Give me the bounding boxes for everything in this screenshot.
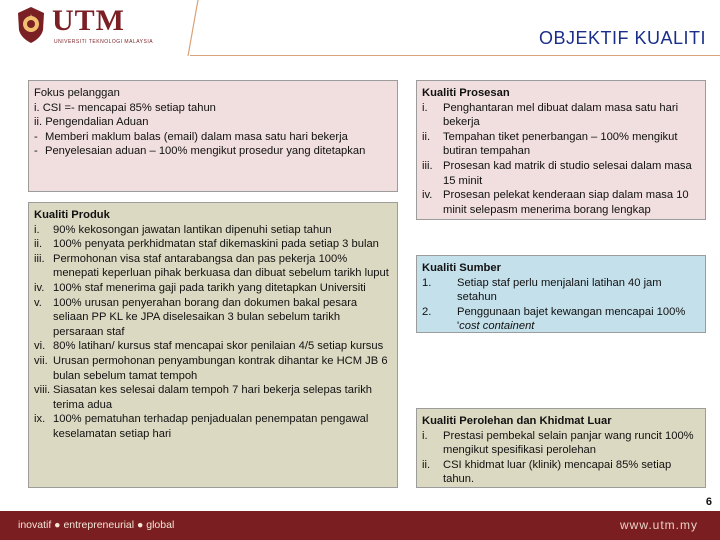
list-item: ii. CSI khidmat luar (klinik) mencapai 85% setiap tahun. (422, 458, 672, 486)
kualiti-prosesan-box (416, 80, 706, 220)
kualiti-perolehan-box (416, 408, 706, 488)
list-item: ix. 100% pematuhan terhadap penjadualan penempatan pengawal keselamatan setiap hari (34, 413, 369, 440)
list-item: i. Penghantaran mel dibuat dalam masa satu hari bekerja (422, 101, 679, 129)
list-item: ii. Tempahan tiket penerbangan – 100% mengikut butiran tempahan (422, 130, 678, 158)
list-item: iv. 100% staf menerima gaji pada tarikh yang ditetapkan Universiti (34, 281, 366, 294)
footer-url-link[interactable]: www.utm.my (619, 518, 698, 532)
fokus-item-aduan: ii. Pengendalian Aduan (34, 116, 149, 129)
fokus-heading: Fokus pelanggan (34, 87, 120, 99)
fokus-pelanggan-box (28, 80, 398, 192)
list-item: viii. Siasatan kes selesai dalam tempoh 7 hari bekerja selepas tarikh terima adua (34, 384, 373, 411)
sumber-heading: Kualiti Sumber (422, 262, 501, 274)
footer-tagline: inovatif ● entrepreneurial ● global (18, 519, 175, 531)
fokus-sub-item: - Penyelesaian aduan – 100% mengikut prosedur yang ditetapkan (34, 145, 366, 158)
list-item: v. 100% urusan penyerahan borang dan dokumen bakal pesara seliaan PP KL ke JPA diselesaikan 3 bulan sebelum tarikh persaraan staf (34, 296, 358, 338)
list-item: iii. Prosesan kad matrik di studio selesai dalam masa 15 minit (422, 159, 692, 187)
produk-heading: Kualiti Produk (34, 209, 110, 221)
list-item: iii. Permohonan visa staf antarabangsa dan pas pekerja 100% menepati keperluan pihak berkuasa dan dibuat sebelum tarikh luput (34, 252, 389, 280)
fokus-sub-item: - Memberi maklum balas (email) dalam masa satu hari bekerja (34, 130, 348, 143)
list-item: 1. Setiap staf perlu menjalani latihan 40 jam setahun (422, 276, 662, 304)
prosesan-heading: Kualiti Prosesan (422, 87, 510, 99)
header (0, 0, 720, 60)
logo-text: UTM (52, 4, 125, 37)
list-item: vi. 80% latihan/ kursus staf mencapai skor penilaian 4/5 setiap kursus (34, 340, 384, 353)
page-number: 6 (705, 496, 712, 508)
list-item: vii. Urusan permohonan penyambungan kontrak dihantar ke HCM JB 6 bulan sebelum tamat tempoh (34, 354, 388, 382)
perolehan-heading: Kualiti Perolehan dan Khidmat Luar (422, 415, 612, 427)
kualiti-sumber-box (416, 255, 706, 333)
list-item: i. 90% kekosongan jawatan lantikan dipenuhi setiap tahun (34, 223, 332, 236)
kualiti-produk-box (28, 202, 398, 488)
list-item: iv. Prosesan pelekat kenderaan siap dalam masa 10 minit selepasm menerima borang lengkap (422, 189, 689, 216)
header-divider-icon (165, 0, 200, 58)
page-title: OBJEKTIF KUALITI (538, 28, 706, 48)
fokus-item-csi: i. CSI =- mencapai 85% setiap tahun (34, 101, 216, 114)
utm-crest-icon (16, 6, 46, 44)
list-item: i. Prestasi pembekal selain panjar wang runcit 100% mengikut spesifikasi perolehan (422, 429, 694, 457)
header-rule (190, 55, 720, 56)
list-item: 2. Penggunaan bajet kewangan mencapai 100% 'cost containent (422, 305, 686, 333)
list-item: ii. 100% penyata perkhidmatan staf dikemaskini pada setiap 3 bulan (34, 238, 379, 251)
footer-bar (0, 511, 720, 540)
utm-logo[interactable] (12, 6, 162, 48)
logo-subtitle: UNIVERSITI TEKNOLOGI MALAYSIA (54, 39, 154, 45)
